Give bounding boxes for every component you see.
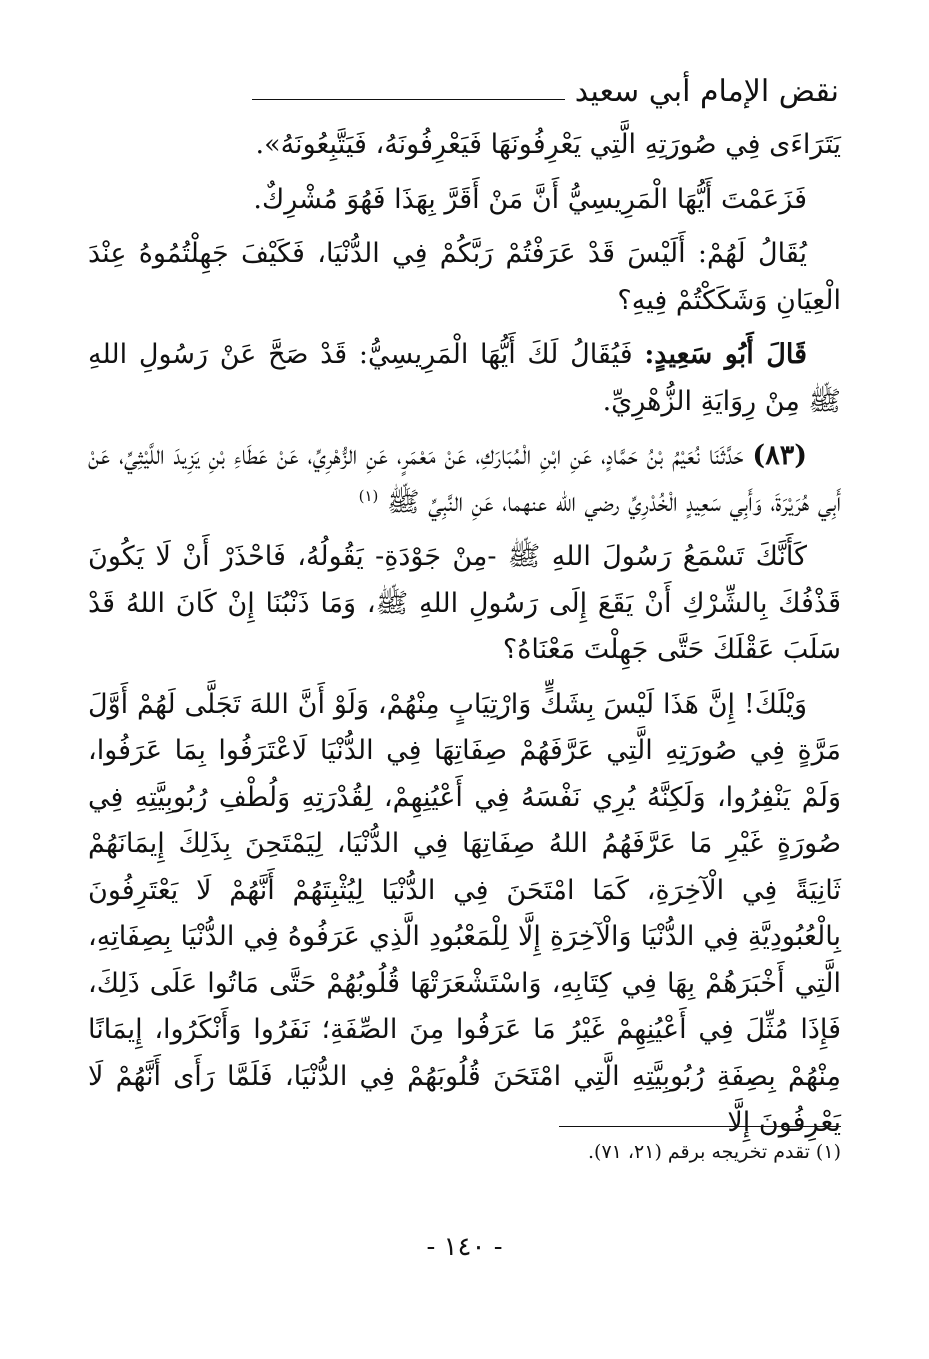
paragraph-text: فَيُقَالُ لَكَ أَيُّهَا الْمَرِيسِيُّ: قَدْ صَحَّ عَنْ رَسُولِ اللهِ ﷺ مِنْ رِوَايَةِ الزُّهْرِيِّ. <box>88 339 841 417</box>
paragraph-text: فَزَعَمْتَ أَيُّهَا الْمَرِيسِيُّ أَنَّ مَنْ أَقَرَّ بِهَذَا فَهُوَ مُشْرِكٌ. <box>253 183 807 215</box>
paragraph-text: كَأَنَّكَ تَسْمَعُ رَسُولَ اللهِ ﷺ -مِنْ جَوْدَةِ- يَقُولُهُ، فَاحْذَرْ أَنْ لَا يَكُونَ قَذْفُكَ بِالشِّرْكِ أَنْ يَقَعَ إِلَى رَسُولِ اللهِ ﷺ، وَمَا ذَنْبُنَا إِنْ كَانَ اللهُ قَدْ سَلَبَ عَقْلَكَ حَتَّى جَهِلْتَ مَعْنَاهُ؟ <box>88 541 841 665</box>
paragraph-text: يَتَرَاءَى فِي صُورَتِهِ الَّتِي يَعْرِفُونَهَا فَيَعْرِفُونَهُ، فَيَتَّبِعُونَهُ». <box>255 129 841 160</box>
paragraph <box>88 231 841 324</box>
page-number: - ١٤٠ - <box>426 1232 503 1262</box>
paragraph <box>88 122 841 169</box>
paragraph <box>88 177 841 224</box>
hadith-paragraph <box>88 433 841 526</box>
paragraph <box>88 534 841 674</box>
speaker-label: قَالَ أَبُو سَعِيدٍ: <box>644 339 808 370</box>
footnote <box>88 1138 841 1166</box>
main-text <box>88 122 841 1155</box>
running-header <box>252 52 839 112</box>
hadith-number: (٨٣) <box>752 440 807 471</box>
paragraph-text: يُقَالُ لَهُمْ: أَلَيْسَ قَدْ عَرَفْتُمْ رَبَّكُمْ فِي الدُّنْيَا، فَكَيْفَ جَهِلْتُمُوهُ عِنْدَ الْعِيَانِ وَشَكَكْتُمْ فِيهِ؟ <box>88 238 841 316</box>
paragraph-text: حَدَّثَنَا نُعَيْمُ بْنُ حَمَّادٍ، عَنِ ابْنِ الْمُبَارَكِ، عَنْ مَعْمَرٍ، عَنِ الزُّهْرِيِّ، عَنْ عَطَاءِ بْنِ يَزِيدَ اللَّيْثِيِّ، عَنْ أَبِي هُرَيْرَةَ، وَأَبِي سَعِيدٍ الْخُدْرِيِّ رضي الله عنهما، عَنِ النَّبِيِّ ﷺ <box>88 440 841 518</box>
footnote-divider <box>559 1126 841 1127</box>
paragraph <box>88 332 841 425</box>
paragraph-text: وَيْلَكَ! إِنَّ هَذَا لَيْسَ بِشَكٍّ وَارْتِيَابٍ مِنْهُمْ، وَلَوْ أَنَّ اللهَ تَجَلَّى لَهُمْ أَوَّلَ مَرَّةٍ فِي صُورَتِهِ الَّتِي عَرَّفَهُمْ صِفَاتِهَا فِي الدُّنْيَا لَاعْتَرَفُوا بِمَا عَرَفُوا، وَلَمْ يَنْفِرُوا، وَلَكِنَّهُ يُرِي نَفْسَهُ فِي أَعْيُنِهِمْ، لِقُدْرَتِهِ وَلُطْفِ رُبُوبِيَّتِهِ فِي صُورَةٍ غَيْرِ مَا عَرَّفَهُمُ اللهُ صِفَاتِهَا فِي الدُّنْيَا، لِيَمْتَحِنَ بِذَلِكَ إِيمَانَهُمْ ثَانِيَةً فِي الْآخِرَةِ، كَمَا امْتَحَنَ فِي الدُّنْيَا لِيُثْبِتَهُمْ أَنَّهُمْ لَا يَعْتَرِفُونَ بِالْعُبُودِيَّةِ فِي الدُّنْيَا وَالْآخِرَةِ إِلَّا لِلْمَعْبُودِ الَّذِي عَرَفُوهُ فِي الدُّنْيَا بِصِفَاتِهِ، الَّتِي أَخْبَرَهُمْ بِهَا فِي كِتَابِهِ، وَاسْتَشْعَرَتْهَا قُلُوبُهُمْ حَتَّى مَاتُوا عَلَى ذَلِكَ، فَإِذَا مُثِّلَ فِي أَعْيُنِهِمْ غَيْرُ مَا عَرَفُوا مِنَ الصِّفَةِ؛ نَفَرُوا وَأَنْكَرُوا، إِيمَانًا مِنْهُمْ بِصِفَةِ رُبُوبِيَّتِهِ الَّتِي امْتَحَنَ قُلُوبَهُمْ فِي الدُّنْيَا، فَلَمَّا رَأَى أَنَّهُمْ لَا يَعْرِفُونَ إِلَّا <box>88 688 841 1138</box>
paragraph <box>88 682 841 1147</box>
header-title: نقض الإمام أبي سعيد <box>574 74 839 109</box>
header-rule <box>252 99 565 100</box>
footnote-marker[interactable]: (١) <box>358 486 379 505</box>
footnote-text: (١) تقدم تخريجه برقم (٢١، ٧١). <box>587 1141 841 1163</box>
